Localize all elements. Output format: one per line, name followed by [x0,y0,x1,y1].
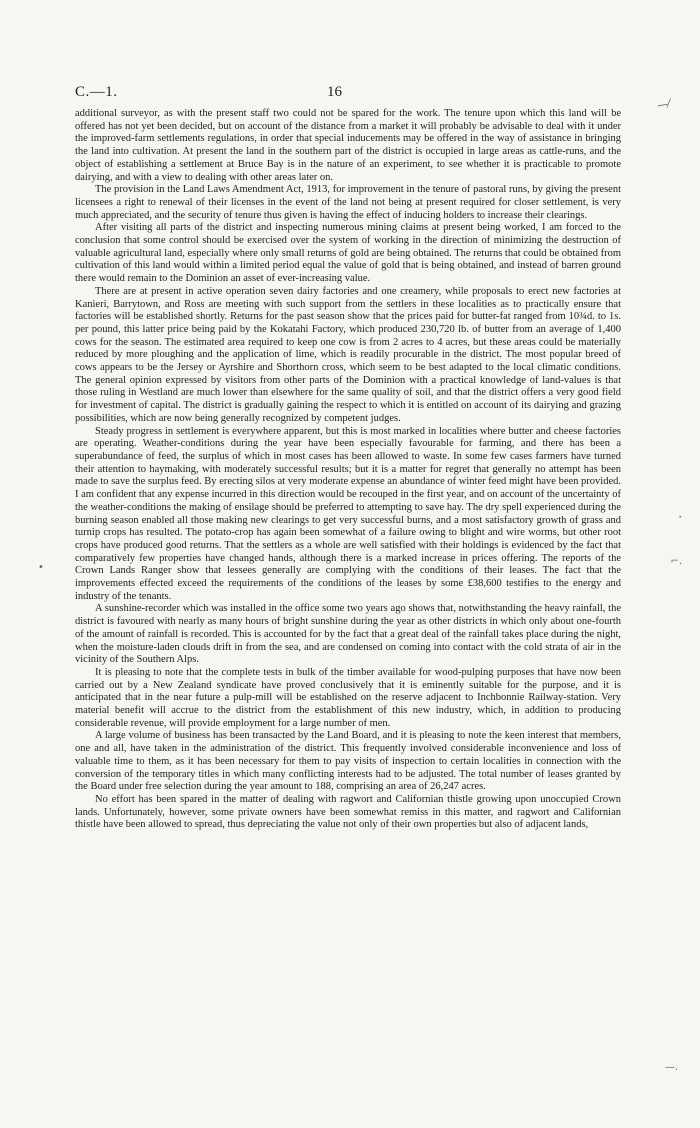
margin-mark-top-right: —⁄ [656,96,672,113]
paragraph-pastoral-runs: The provision in the Land Laws Amendment Act, 1913, for improvement in the tenure of pastoral runs, by giving the present licensees a right to renewal of their licenses in the event of the land not being at present required for closer settlement, is very much appreciated, and the security of tenure thus given is having the effect of inducing holders to increase their clearings. [75,184,621,221]
margin-mark-left-middle: • [38,562,44,573]
margin-dot: • [678,514,682,521]
paragraph-dairy-factories: There are at present in active operation seven dairy factories and one creamery, while proposals to erect new factories at Kanieri, Barrytown, and Ross are meeting with such support from the settlers in these localities as to practically ensure that factories will be established shortly. Returns for the past season show that the prices paid for butter-fat ranged from 10¾d. to 1s. per pound, this latter price being paid by the Kokatahi Factory, which produced 230,720 lb. of butter from an average of 1,400 cows for the season. The estimated area required to keep one cow is from 2 acres to 4 acres, but these areas could be materially reduced by more ploughing and the application of lime, which is readily procurable in the district. The most popular breed of cows appears to be the Jersey or Ayrshire and Shorthorn cross, which seem to be best adapted to the local climatic conditions. The general opinion expressed by visitors from other parts of the Dominion with a practical knowledge of land-values is that those ruling in Westland are much lower than elsewhere for the same quality of soil, and that the district offers a very good field for investment of capital. The district is gradually gaining the respect to which it is entitled on account of its dairying and grazing possibilities, which are now being generally recognized by competent judges. [75,285,621,424]
document-reference: C.—1. [75,84,118,100]
paragraph-mining-claims: After visiting all parts of the district and inspecting numerous mining claims at present being worked, I am forced to the conclusion that some control should be exercised over the system of working in the direction of minimizing the destruction of valuable agricultural land, especially where only small returns of gold are being obtained. The returns that could be obtained from cultivation of this land would within a limited period equal the value of gold that is being obtained, and instead of barren ground there would remain to the Dominion an asset of ever-increasing value. [75,222,621,285]
page-number: 16 [327,84,342,100]
margin-mark-bottom-right: —. [664,1062,678,1073]
paragraph-land-board: A large volume of business has been transacted by the Land Board, and it is pleasing to note the keen interest that members, one and all, have taken in the administration of the district. This frequently involved considerable inconvenience and loss of valuable time to them, as it has been necessary for them to pay visits of inspection to certain localities in connection with the conversion of the temporary titles in which many conflicting interests had to be adjusted. The total number of leases granted by the Board under free selection during the year amount to 188, comprising an area of 26,247 acres. [75,730,621,793]
paragraph-sunshine-recorder: A sunshine-recorder which was installed in the office some two years ago shows that, notwithstanding the heavy rainfall, the district is favoured with nearly as many hours of bright sunshine during the year as other districts in which only about one-fourth of the amount of rainfall is recorded. This is accounted for by the fact that a great deal of the rainfall takes place during the night, when the moisture-laden clouds drift in from the sea, and are condensed on coming into contact with the cold strata of air in the vicinity of the Southern Alps. [75,603,621,666]
paragraph-ragwort-thistle: No effort has been spared in the matter of dealing with ragwort and Californian thistle growing upon unoccupied Crown lands. Unfortunately, however, some private owners have been somewhat remiss in this matter, and ragwort and Californian thistle have been allowed to spread, thus depreciating the value not only of their own properties but also of adjacent lands, [75,793,621,831]
paragraph-wood-pulping: It is pleasing to note that the complete tests in bulk of the timber available for wood-pulping purposes that have now been carried out by a New Zealand syndicate have proved conclusively that it is eminently suitable for the purpose, and it is anticipated that in the near future a pulp-mill will be established on the reserve adjacent to Inchbonnie Railway-station. Very material benefit will accrue to the district from the establishment of this new industry, which, in addition to producing considerable revenue, will provide employment for a large number of men. [75,666,621,729]
margin-mark-right-middle: ⌐. [670,556,682,567]
paragraph-continuation: additional surveyor, as with the present staff two could not be spared for the work. The tenure upon which this land will be offered has not yet been decided, but on account of the distance from a market it will probably be advisable to deal with it under the improved-farm settlements regulations, in order that special inducements may be offered in the way of assistance in bringing the land into cultivation. At present the land in the southern part of the district is occupied in large areas as cattle-runs, and the object of establishing a settlement at Bruce Bay is in the nature of an experiment, to see whether it is practicable to promote dairying, and with a view to dealing with other areas later on. [75,108,621,183]
paragraph-settlement-progress: Steady progress in settlement is everywhere apparent, but this is most marked in localities where butter and cheese factories are operating. Weather-conditions during the year have been especially favourable for farming, and there has been a superabundance of feed, the surplus of which in most cases has been allowed to waste. In some few cases farmers have turned their attention to haymaking, with moderately successful results; but it is a matter for regret that generally no attempt has been made to save the surplus feed. By erecting silos at very moderate expense an abundance of winter feed might have been provided. I am confident that any expense incurred in this direction would be recouped in the first year, and on account of the uncertainty of the weather-conditions the making of ensilage should be preferred to attempting to save hay. The dry spell experienced during the burning season enabled all those making new clearings to get very successful burns, and a most satisfactory growth of grass and turnip crops has resulted. The potato-crop has again been somewhat of a failure owing to blight and wire worms, but other root crops have produced good returns. That the settlers as a whole are well satisfied with their holdings is evidenced by the fact that comparatively few properties have changed hands, although there is a marked increase in prices offering. The reports of the Crown Lands Ranger show that lessees generally are complying with the conditions of their leases. The fact that the improvements effected exceed the requirements of the conditions of the leases by some £38,600 testifies to the energy and industry of the tenants. [75,425,621,602]
page-header [75,84,620,104]
report-body [75,108,621,832]
